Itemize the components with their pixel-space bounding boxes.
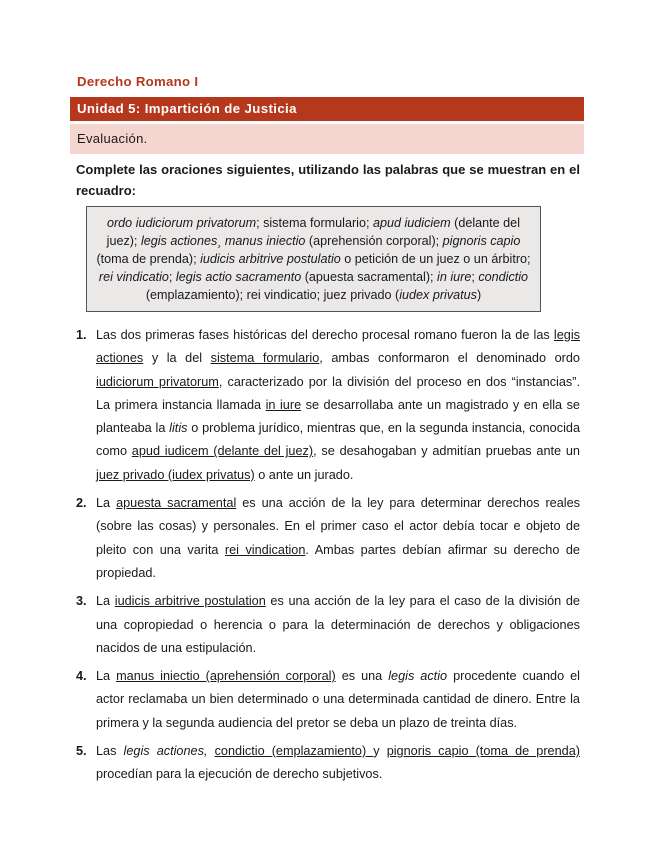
text-segment: Las dos primeras fases históricas del derecho procesal romano fueron la de las [96,328,554,342]
word-box [86,206,541,312]
latin-term: ordo iudiciorum privatorum [106,216,257,230]
course-title: Derecho Romano I [77,74,199,89]
text-segment: . Ambas partes debían afirmar su derecho de propiedad. [96,542,580,580]
text-segment: o ante un jurado. [254,467,354,482]
section-header-bar [70,124,584,154]
answer-blank: manus iniectio (aprehensión corporal) [116,669,336,684]
latin-term: litis [169,421,188,436]
text-segment: y [373,744,387,759]
text-segment: se desarrollaba ante un magistrado y en ella se planteaba la [96,397,580,436]
answer-blank: rei vindication [224,542,306,557]
latin-term: pignoris capio [442,234,521,248]
answer-blank: condictio (emplazamiento) [214,744,374,759]
text-segment: es una acción de la ley para el caso de la división de una copropiedad o herencia o para la determinación de derechos y obligaciones nacidos de una estipulación. [96,594,580,655]
answer-blank: juez privado (iudex privatus) [96,467,255,482]
unit-title: Unidad 5: Impartición de Justicia [77,101,297,116]
text-segment [207,744,214,758]
text-segment: o problema jurídico, mientras que, en la segunda instancia, conocida como [96,421,580,459]
latin-term: legis actio [388,669,448,684]
question-item [76,324,580,487]
question-item [76,665,580,735]
word-box-text [93,214,534,304]
latin-term: condictio [478,270,529,284]
text-segment: La [96,669,117,684]
latin-term: rei vindicatio [98,270,169,284]
text-segment: procedente cuando el actor reclamaba un bien determinado o una determinada cantidad de dinero. Entre la primera y la segunda audiencia del pretor se deba un plazo de treinta días. [96,669,581,730]
answer-blank: legis actiones [96,328,580,366]
text-segment: es una acción de la ley para determinar derechos reales (sobre las cosas) y personales. En el primer caso el actor debía tocar e objeto de pleito con una varita [96,496,580,557]
question-item [76,740,580,787]
section-title: Evaluación. [77,131,148,146]
text-segment: ) [476,288,482,302]
answer-blank: pignoris capio (toma de prenda) [386,744,580,759]
latin-term: in iure [437,270,472,284]
text-segment: , ambas conformaron el denominado ordo [319,351,580,366]
text-segment: , se desahogaban y admitían pruebas ante un [313,444,580,459]
answer-blank: apud iudicem (delante del juez) [131,444,314,459]
question-item [76,590,580,660]
text-segment: (delante del juez); [106,216,520,248]
answer-blank: sistema formulario [210,351,320,366]
text-segment: (aprehensión corporal); [305,234,443,248]
answer-blank: iudicis arbitrive postulation [114,594,266,609]
question-number: 4. [76,669,87,684]
latin-term: legis actiones, [123,744,208,759]
text-segment: ; [471,270,479,284]
question-number: 1. [76,328,87,342]
text-segment: (emplazamiento); rei vindicatio; juez privado ( [145,288,400,302]
latin-term: iudex privatus [399,288,477,302]
text-segment: ; [168,270,176,284]
question-number: 5. [76,744,87,759]
answer-blank: apuesta sacramental [116,496,237,511]
question-list [76,324,580,792]
text-segment: (apuesta sacramental); [301,270,438,284]
question-item [76,492,580,585]
text-segment: y la del [143,351,211,366]
text-segment: Las [96,744,124,759]
answer-blank: in iure [265,397,302,412]
text-segment: , caracterizado por la división del proceso en dos “instancias”. La primera instancia llamada [96,374,581,412]
latin-term: legis actio sacramento [175,270,302,284]
latin-term: apud iudiciem [372,216,451,230]
text-segment: La [96,496,117,511]
text-segment: La [96,594,115,609]
question-number: 3. [76,594,87,609]
answer-blank: iudiciorum privatorum [96,374,219,389]
text-segment: o petición de un juez o un árbitro; [340,252,531,266]
text-segment: ; sistema formulario; [256,216,373,230]
latin-term: iudicis arbitrive postulatio [200,252,341,266]
text-segment: (toma de prenda); [96,252,201,266]
instructions: Complete las oraciones siguientes, utilizando las palabras que se muestran en el recuadro: [76,162,580,198]
question-number: 2. [76,496,87,511]
text-segment: es una [335,669,389,684]
text-segment: procedían para la ejecución de derecho subjetivos. [96,767,383,782]
unit-header-bar [70,97,584,121]
latin-term: legis actiones¸ manus iniectio [140,234,306,248]
